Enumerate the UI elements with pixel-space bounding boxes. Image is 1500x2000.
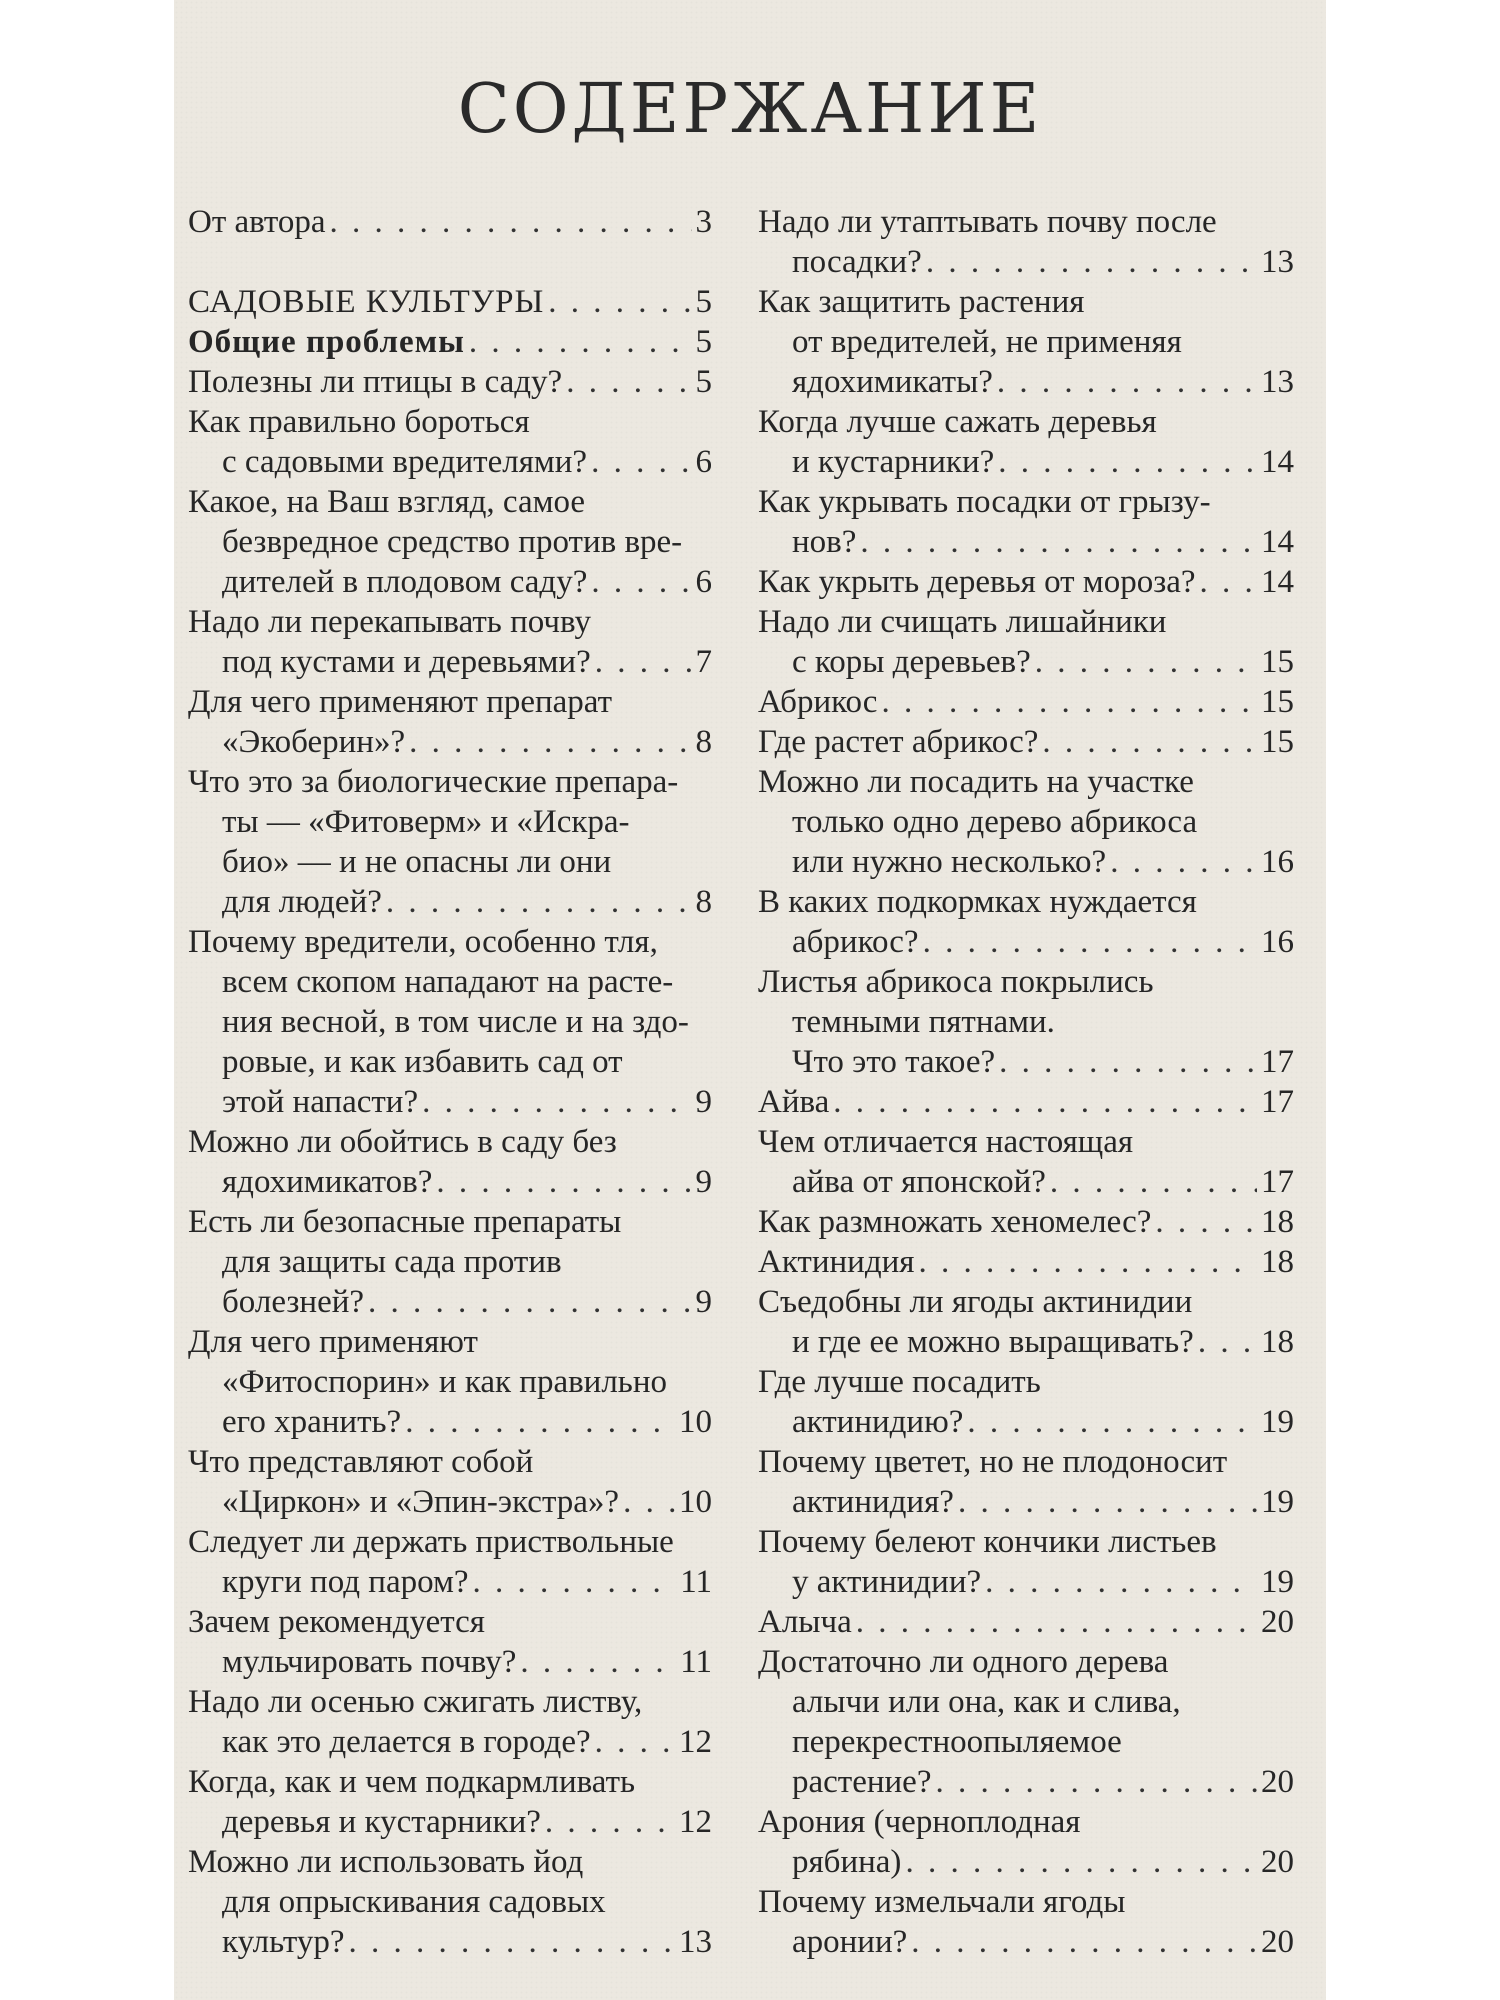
dot-leader (548, 282, 691, 322)
toc-entry (758, 602, 1294, 682)
toc-entry-line (188, 202, 712, 242)
toc-entry-text: Почему белеют кончики листьев (758, 1524, 1217, 1560)
page-number: 19 (1261, 1564, 1294, 1600)
toc-entry-text: ядохимикатов? (222, 1164, 433, 1200)
toc-entry (188, 682, 712, 762)
page-number: 18 (1261, 1204, 1294, 1240)
toc-entry (758, 722, 1294, 762)
toc-entry-text: темными пятнами. (792, 1004, 1055, 1040)
toc-entry-line (188, 882, 712, 922)
page-number: 20 (1261, 1604, 1294, 1640)
toc-entry (758, 1642, 1294, 1802)
dot-leader (330, 202, 692, 242)
toc-entry (188, 1442, 712, 1522)
toc-entry-text: нов? (792, 524, 857, 560)
toc-entry-text: для людей? (222, 884, 382, 920)
toc-entry-text: Абрикос (758, 684, 878, 720)
toc-entry (758, 482, 1294, 562)
dot-leader (591, 562, 691, 602)
dot-leader (1110, 842, 1257, 882)
page-number: 10 (679, 1484, 712, 1520)
page-number: 17 (1261, 1084, 1294, 1120)
page-number: 13 (679, 1924, 712, 1960)
toc-entry-text: Почему цветет, но не плодоносит (758, 1444, 1228, 1480)
toc-entry-text: Когда лучше сажать деревья (758, 404, 1157, 440)
toc-entry-text: под кустами и деревьями? (222, 644, 591, 680)
toc-entry-text: Надо ли перекапывать почву (188, 604, 591, 640)
page-number: 18 (1261, 1324, 1294, 1360)
toc-entry-text: Достаточно ли одного дерева (758, 1644, 1169, 1680)
toc-entry (188, 322, 712, 362)
toc-entry-text: Надо ли счищать лишайники (758, 604, 1167, 640)
toc-entry (758, 282, 1294, 402)
dot-leader (469, 322, 692, 362)
toc-entry-line (188, 1282, 712, 1322)
dot-leader (545, 1802, 675, 1842)
toc-entry-text: и где ее можно выращивать? (792, 1324, 1194, 1360)
page-number: 15 (1261, 724, 1294, 760)
toc-entry-text: Для чего применяют (188, 1324, 478, 1360)
page-number: 12 (679, 1724, 712, 1760)
toc-entry-text: для защиты сада против (222, 1244, 562, 1280)
toc-entry (188, 762, 712, 922)
toc-entry-text: Как размножать хеномелес? (758, 1204, 1152, 1240)
toc-entry-text: ты — «Фитоверм» и «Искра- (222, 804, 630, 840)
toc-entry-text: абрикос? (792, 924, 919, 960)
dot-leader (997, 362, 1257, 402)
toc-entry-text: Надо ли осенью сжигать листву, (188, 1684, 643, 1720)
dot-leader (1050, 1162, 1257, 1202)
dot-leader (591, 442, 691, 482)
toc-entry (188, 1682, 712, 1762)
page-number: 18 (1261, 1244, 1294, 1280)
toc-entry (758, 962, 1294, 1082)
toc-entry-text: для опрыскивания садовых (222, 1884, 606, 1920)
dot-leader (860, 522, 1257, 562)
dot-leader (520, 1642, 676, 1682)
toc-entry-line (188, 1162, 712, 1202)
toc-entry-text: актинидию? (792, 1404, 964, 1440)
toc-entry (758, 402, 1294, 482)
dot-leader (386, 882, 692, 922)
toc-entry-text: деревья и кустарники? (222, 1804, 541, 1840)
toc-entry (188, 362, 712, 402)
toc-entry-text: только одно дерево абрикоса (792, 804, 1198, 840)
toc-entry (758, 1882, 1294, 1962)
page-number: 19 (1261, 1404, 1294, 1440)
toc-entry-text: всем скопом нападают на расте- (222, 964, 674, 1000)
book-page (174, 0, 1326, 2000)
toc-entry-text: рябина) (792, 1844, 902, 1880)
toc-entry (188, 602, 712, 682)
toc-entry-text: актинидия? (792, 1484, 954, 1520)
toc-entry-line (188, 722, 712, 762)
toc-entry (188, 922, 712, 1122)
page-number: 9 (695, 1084, 712, 1120)
toc-entry-line (758, 1042, 1294, 1082)
toc-entry-line (758, 242, 1294, 282)
toc-entry-text: Как защитить растения (758, 284, 1085, 320)
toc-entry-text: айва от японской? (792, 1164, 1046, 1200)
page-number: 19 (1261, 1484, 1294, 1520)
dot-leader (595, 642, 692, 682)
page-number: 20 (1261, 1924, 1294, 1960)
toc-entry-line (758, 1602, 1294, 1642)
toc-entry-line (758, 1242, 1294, 1282)
toc-entry-text: от вредителей, не применяя (792, 324, 1182, 360)
dot-leader (595, 1722, 675, 1762)
page-number: 14 (1261, 444, 1294, 480)
toc-right-column (758, 202, 1294, 1962)
toc-entry (188, 1202, 712, 1322)
toc-entry-text: Что представляют собой (188, 1444, 534, 1480)
page-number: 3 (695, 204, 712, 240)
toc-entry-text: Есть ли безопасные препараты (188, 1204, 622, 1240)
toc-entry (758, 682, 1294, 722)
toc-entry-text: Когда, как и чем подкармливать (188, 1764, 636, 1800)
toc-entry-text: культур? (222, 1924, 345, 1960)
toc-entry-text: Какое, на Ваш взгляд, самое (188, 484, 586, 520)
toc-entry-line (188, 1402, 712, 1442)
toc-entry-line (758, 362, 1294, 402)
toc-entry-text: или нужно несколько? (792, 844, 1107, 880)
dot-leader (999, 1042, 1257, 1082)
toc-entry-text: Полезны ли птицы в саду? (188, 364, 563, 400)
toc-entry-text: В каких подкормках нуждается (758, 884, 1197, 920)
toc-entry-text: «Экоберин»? (222, 724, 406, 760)
toc-entry-text: Как правильно бороться (188, 404, 530, 440)
dot-leader (1198, 1322, 1257, 1362)
dot-leader (405, 1402, 675, 1442)
toc-entry (188, 1322, 712, 1442)
page-number: 6 (695, 564, 712, 600)
toc-entry (188, 402, 712, 482)
dot-leader (905, 1842, 1257, 1882)
toc-entry-text: САДОВЫЕ КУЛЬТУРЫ (188, 284, 545, 320)
toc-entry (758, 1202, 1294, 1242)
dot-leader (1200, 562, 1257, 602)
page-number: 17 (1261, 1044, 1294, 1080)
toc-entry-text: его хранить? (222, 1404, 402, 1440)
toc-entry-line (188, 1482, 712, 1522)
page-number: 8 (695, 724, 712, 760)
toc-entry-line (188, 1922, 712, 1962)
page-number: 17 (1261, 1164, 1294, 1200)
toc-entry (758, 762, 1294, 882)
toc-entry (758, 1082, 1294, 1122)
toc-entry-line (758, 1162, 1294, 1202)
toc-entry-text: Общие проблемы (188, 324, 465, 360)
toc-entry (188, 1842, 712, 1962)
toc-entry (758, 1802, 1294, 1882)
toc-entry-line (188, 1722, 712, 1762)
dot-leader (422, 1082, 691, 1122)
toc-entry (188, 202, 712, 242)
dot-leader (985, 1562, 1257, 1602)
toc-entry-line (758, 1202, 1294, 1242)
page-number: 13 (1261, 364, 1294, 400)
toc-entry-text: Можно ли посадить на участке (758, 764, 1194, 800)
toc-entry (758, 1442, 1294, 1522)
dot-leader (566, 362, 691, 402)
toc-entry-line (188, 1082, 712, 1122)
toc-entry-line (188, 1562, 712, 1602)
toc-entry-text: перекрестноопыляемое (792, 1724, 1122, 1760)
toc-entry-line (758, 1922, 1294, 1962)
toc-entry (188, 282, 712, 322)
toc-entry-text: Что это за биологические препара- (188, 764, 679, 800)
toc-entry-text: Следует ли держать приствольные (188, 1524, 674, 1560)
dot-leader (409, 722, 691, 762)
toc-entry-line (758, 682, 1294, 722)
page-number: 11 (680, 1564, 712, 1600)
dot-leader (998, 442, 1257, 482)
toc-entry (758, 562, 1294, 602)
toc-entry-text: Как укрывать посадки от грызу- (758, 484, 1211, 520)
toc-entry-line (758, 642, 1294, 682)
toc-entry (758, 1282, 1294, 1362)
toc-entry-line (188, 642, 712, 682)
toc-entry-line (758, 1322, 1294, 1362)
page-number: 5 (695, 284, 712, 320)
toc-entry-text: Почему измельчали ягоды (758, 1884, 1126, 1920)
toc-entry-text: био» — и не опасны ли они (222, 844, 612, 880)
toc-entry (188, 1122, 712, 1202)
toc-entry-text: Что это такое? (792, 1044, 996, 1080)
toc-entry-text: Зачем рекомендуется (188, 1604, 485, 1640)
page-number: 15 (1261, 684, 1294, 720)
toc-entry-text: «Фитоспорин» и как правильно (222, 1364, 668, 1400)
toc-entry-line (758, 1482, 1294, 1522)
dot-leader (1042, 722, 1257, 762)
toc-entry (188, 1602, 712, 1682)
toc-entry-text: ния весной, в том числе и на здо- (222, 1004, 689, 1040)
toc-entry-text: Можно ли использовать йод (188, 1844, 584, 1880)
toc-left-column (188, 202, 712, 1962)
dot-leader (881, 682, 1257, 722)
toc-entry-text: Листья абрикоса покрылись (758, 964, 1154, 1000)
toc-entry (188, 1522, 712, 1602)
toc-entry-line (188, 322, 712, 362)
toc-entry-text: Чем отличается настоящая (758, 1124, 1134, 1160)
toc-entry-text: и кустарники? (792, 444, 995, 480)
page-number: 9 (695, 1284, 712, 1320)
toc-entry-line (758, 842, 1294, 882)
toc-entry (758, 1242, 1294, 1282)
toc-entry-text: аронии? (792, 1924, 908, 1960)
toc-entry-text: ровые, и как избавить сад от (222, 1044, 623, 1080)
toc-entry-text: Айва (758, 1084, 830, 1120)
dot-leader (473, 1562, 677, 1602)
page-number: 9 (695, 1164, 712, 1200)
toc-entry-text: Где лучше посадить (758, 1364, 1041, 1400)
dot-leader (349, 1922, 675, 1962)
toc-entry (758, 1522, 1294, 1602)
page-number: 8 (695, 884, 712, 920)
dot-leader (911, 1922, 1257, 1962)
page-number: 20 (1261, 1764, 1294, 1800)
toc-entry-text: От автора (188, 204, 326, 240)
toc-entry-text: растение? (792, 1764, 932, 1800)
toc-entry-line (758, 442, 1294, 482)
page-number: 5 (695, 364, 712, 400)
toc-entry-line (188, 282, 712, 322)
toc-entry (758, 1122, 1294, 1202)
toc-entry-line (758, 1402, 1294, 1442)
toc-entry-line (758, 922, 1294, 962)
page-number: 5 (695, 324, 712, 360)
toc-entry-line (758, 722, 1294, 762)
toc-entry-text: Для чего применяют препарат (188, 684, 613, 720)
toc-entry (758, 882, 1294, 962)
dot-leader (368, 1282, 691, 1322)
page-number: 16 (1261, 924, 1294, 960)
page-number: 10 (679, 1404, 712, 1440)
dot-leader (833, 1082, 1257, 1122)
toc-entry-text: Почему вредители, особенно тля, (188, 924, 658, 960)
dot-leader (926, 242, 1257, 282)
page-number: 13 (1261, 244, 1294, 280)
toc-entry-text: Надо ли утаптывать почву после (758, 204, 1217, 240)
toc-entry-text: у актинидии? (792, 1564, 982, 1600)
toc-entry-text: алычи или она, как и слива, (792, 1684, 1181, 1720)
toc-entry-line (188, 1642, 712, 1682)
toc-entry-text: болезней? (222, 1284, 365, 1320)
toc-entry-line (758, 1762, 1294, 1802)
toc-entry-text: Алыча (758, 1604, 852, 1640)
page-number: 14 (1261, 524, 1294, 560)
toc-entry-text: ядохимикаты? (792, 364, 993, 400)
toc-entry-line (188, 1802, 712, 1842)
toc-entry-text: посадки? (792, 244, 922, 280)
page-number: 14 (1261, 564, 1294, 600)
toc-entry-text: Арония (черноплодная (758, 1804, 1081, 1840)
dot-leader (958, 1482, 1257, 1522)
toc-entry-text: как это делается в городе? (222, 1724, 591, 1760)
toc-entry-text: Съедобны ли ягоды актинидии (758, 1284, 1193, 1320)
dot-leader (935, 1762, 1257, 1802)
dot-leader (623, 1482, 675, 1522)
dot-leader (856, 1602, 1257, 1642)
dot-leader (967, 1402, 1257, 1442)
toc-entry-text: «Циркон» и «Эпин-экстра»? (222, 1484, 620, 1520)
toc-entry-text: с садовыми вредителями? (222, 444, 588, 480)
toc-entry-line (188, 562, 712, 602)
toc-entry (188, 482, 712, 602)
toc-entry-text: круги под паром? (222, 1564, 469, 1600)
page-number: 15 (1261, 644, 1294, 680)
dot-leader (918, 1242, 1257, 1282)
toc-entry-line (758, 1562, 1294, 1602)
dot-leader (1035, 642, 1257, 682)
toc-entry-line (758, 1842, 1294, 1882)
dot-leader (436, 1162, 691, 1202)
toc-entry-line (758, 1082, 1294, 1122)
toc-entry-line (188, 442, 712, 482)
toc-entry (758, 202, 1294, 282)
toc-entry-text: дителей в плодовом саду? (222, 564, 588, 600)
toc-entry-text: Где растет абрикос? (758, 724, 1039, 760)
page-number: 7 (695, 644, 712, 680)
page-number: 12 (679, 1804, 712, 1840)
page-number: 6 (695, 444, 712, 480)
toc-entry-text: этой напасти? (222, 1084, 419, 1120)
page-number: 11 (680, 1644, 712, 1680)
dot-leader (923, 922, 1257, 962)
dot-leader (1155, 1202, 1257, 1242)
page-number: 16 (1261, 844, 1294, 880)
page-title: СОДЕРЖАНИЕ (457, 70, 1043, 149)
page-number: 20 (1261, 1844, 1294, 1880)
toc-entry-text: Можно ли обойтись в саду без (188, 1124, 617, 1160)
toc-entry-line (758, 522, 1294, 562)
toc-entry-text: мульчировать почву? (222, 1644, 517, 1680)
toc-entry (758, 1602, 1294, 1642)
toc-entry-text: с коры деревьев? (792, 644, 1031, 680)
toc-entry (758, 1362, 1294, 1442)
toc-entry (188, 1762, 712, 1842)
toc-entry-text: безвредное средство против вре- (222, 524, 683, 560)
toc-entry-line (758, 562, 1294, 602)
toc-entry-line (188, 362, 712, 402)
toc-entry-text: Как укрыть деревья от мороза? (758, 564, 1196, 600)
toc-entry-text: Актинидия (758, 1244, 915, 1280)
